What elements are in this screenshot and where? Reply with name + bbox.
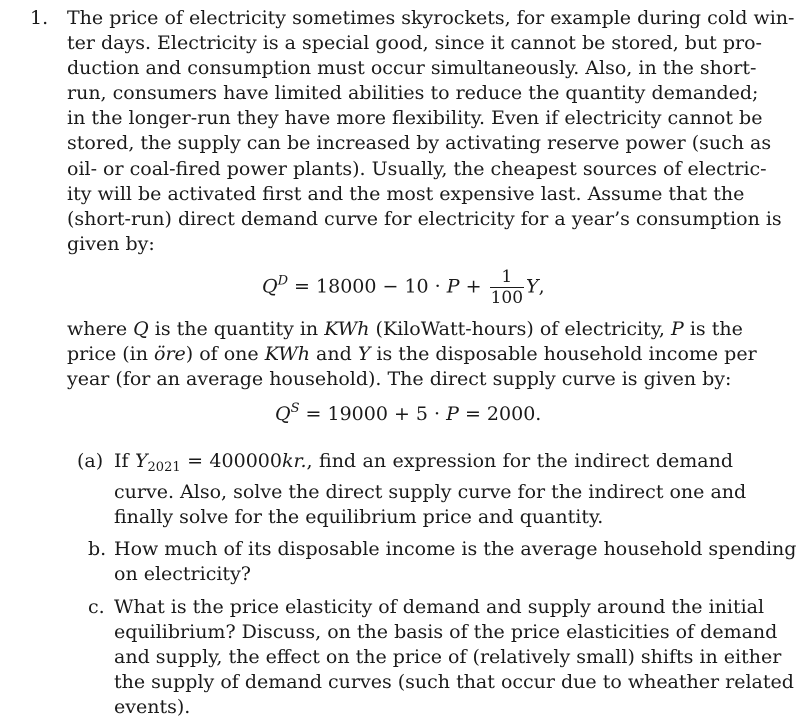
math-kwh: KWh: [264, 343, 311, 366]
demand-rhs-a: = 18000 − 10 ·: [288, 275, 447, 298]
intro-line: in the longer-run they have more flexibility. Even if electricity cannot be: [67, 107, 763, 130]
intro-line: duction and consumption must occur simultaneously. Also, in the short-: [67, 57, 757, 80]
text-run: ) of one: [185, 343, 265, 366]
problem-body: [67, 6, 795, 436]
math-y: Y: [357, 343, 371, 366]
intro-line: oil- or coal-fired power plants). Usually, the cheapest sources of electric-: [67, 157, 767, 180]
math-kr: kr.: [281, 450, 307, 472]
subscript: 2021: [147, 460, 181, 475]
demand-y: Y: [526, 275, 539, 298]
subquestion-line: What is the price elasticity of demand and supply around the initial: [114, 596, 765, 618]
demand-rhs-b: +: [459, 275, 488, 298]
fraction-numerator: 1: [501, 266, 513, 287]
supply-rhs-b: = 2000.: [458, 403, 542, 426]
subquestion-line: equilibrium? Discuss, on the basis of the price elasticities of demand: [114, 621, 778, 644]
subquestion-line: events).: [114, 696, 191, 719]
subquestion-line: How much of its disposable income is the average household spending: [114, 538, 797, 560]
text-run: and: [310, 343, 358, 366]
subquestion-line: finally solve for the equilibrium price and quantity.: [114, 506, 604, 529]
demand-q: Q: [262, 275, 278, 298]
supply-equation: [67, 392, 733, 436]
subquestion-line: on electricity?: [114, 563, 251, 586]
subquestion-label: (a): [77, 450, 104, 472]
intro-line: ter days. Electricity is a special good, since it cannot be stored, but pro-: [67, 32, 762, 55]
supply-p: P: [446, 403, 459, 426]
problem-number: 1.: [30, 7, 49, 29]
subquestion-line: [114, 449, 733, 480]
text-run: where: [67, 317, 134, 340]
text-run: price (in: [67, 343, 155, 366]
demand-end: ,: [538, 275, 545, 298]
math-ore: öre: [154, 343, 186, 366]
intro-line: (short-run) direct demand curve for electricity for a year’s consumption is: [67, 207, 782, 230]
mid-line-1: [67, 317, 743, 342]
intro-line: ity will be activated first and the most expensive last. Assume that the: [67, 182, 745, 205]
subquestion-line: the supply of demand curves (such that occur due to wheather related: [114, 671, 794, 694]
intro-line: stored, the supply can be increased by activating reserve power (such as: [67, 132, 772, 155]
intro-line: The price of electricity sometimes skyrockets, for example during cold win-: [67, 7, 795, 29]
math-kwh: KWh: [324, 317, 370, 340]
text-run: = 400000: [180, 450, 282, 472]
math-q: Q: [133, 317, 149, 340]
supply-rhs-a: = 19000 + 5 ·: [299, 403, 447, 426]
subquestion-text: [114, 449, 747, 530]
demand-fraction: [490, 267, 524, 308]
intro-line: given by:: [67, 232, 155, 255]
demand-equation: [67, 257, 733, 317]
subquestion-text: [114, 537, 797, 587]
text-run: is the disposable household income per: [370, 343, 757, 366]
intro-line: run, consumers have limited abilities to reduce the quantity demanded;: [67, 82, 759, 105]
subquestion-line: curve. Also, solve the direct supply curve for the indirect one and: [114, 481, 747, 504]
supply-q: Q: [275, 403, 291, 426]
supply-sup: S: [290, 401, 300, 417]
subquestion-label: b.: [88, 538, 107, 560]
text-run: (KiloWatt-hours) of electricity,: [369, 317, 671, 340]
text-run: , find an expression for the indirect demand: [306, 450, 733, 472]
text-run: is the: [683, 317, 743, 340]
fraction-denominator: 100: [490, 287, 524, 308]
math-p: P: [671, 317, 684, 340]
text-run: is the quantity in: [148, 317, 325, 340]
subquestion-text: [114, 595, 794, 720]
demand-sup: D: [277, 273, 289, 289]
math-y: Y: [134, 450, 148, 472]
subquestion-line: and supply, the effect on the price of (relatively small) shifts in either: [114, 646, 782, 669]
subquestion-label: c.: [88, 596, 105, 618]
mid-line-3: year (for an average household). The direct supply curve is given by:: [67, 368, 732, 391]
mid-line-2: [67, 342, 757, 367]
text-run: If: [114, 450, 135, 472]
demand-p: P: [446, 275, 460, 298]
